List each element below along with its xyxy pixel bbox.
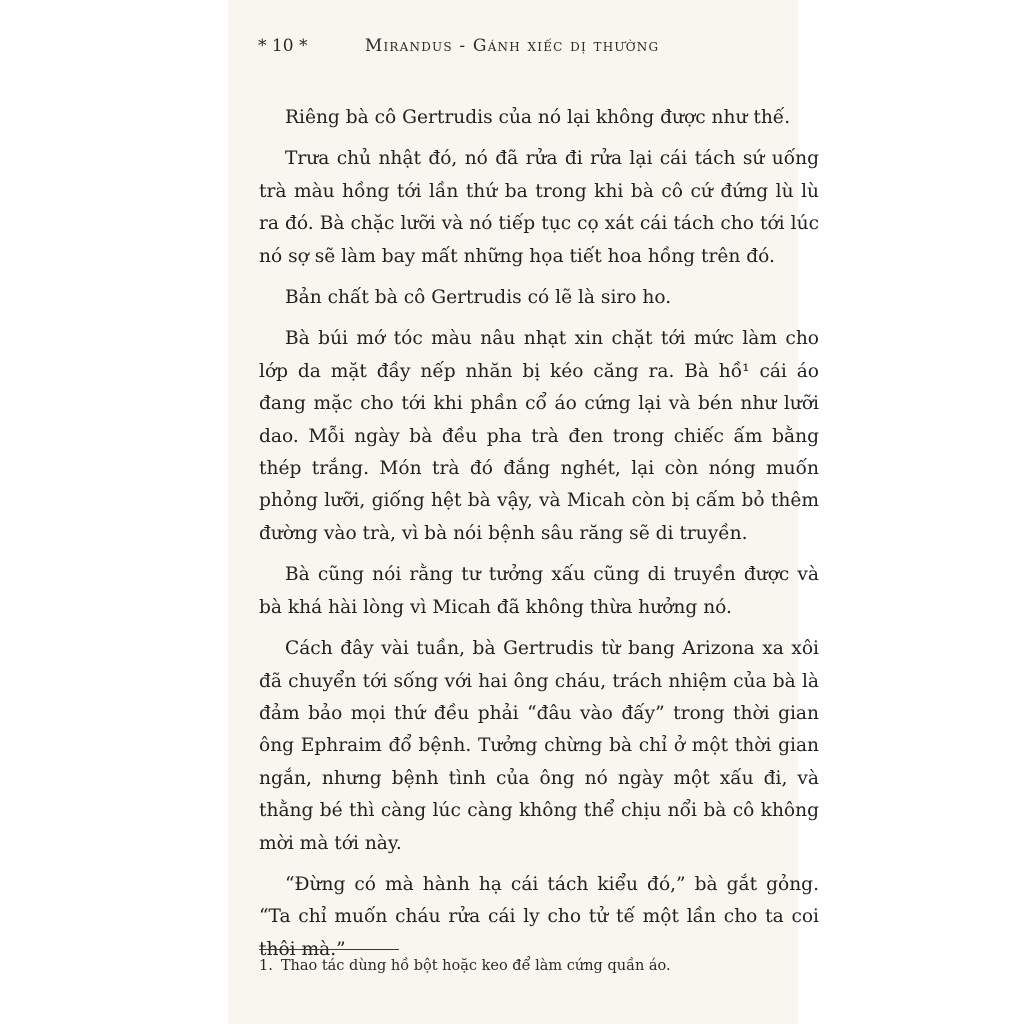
book-page [228, 0, 819, 1024]
running-title: Mirandus - Gánh xiếc dị thường [364, 36, 660, 56]
paragraph: Cách đây vài tuần, bà Gertrudis từ bang Arizona xa xôi đã chuyển tới sống với hai ông cháu, trách nhiệm của bà là đảm bảo mọi thứ đều phải “đâu vào đấy” trong thời gian ông Ephraim đổ bệnh. Tưởng chừng bà chỉ ở một thời gian ngắn, nhưng bệnh tình của ông nó ngày một xấu đi, và thằng bé thì càng lúc càng không thể chịu nổi bà cô không mời mà tới này. [259, 638, 819, 854]
paragraph: “Đừng có mà hành hạ cái tách kiểu đó,” bà gắt gỏng. “Ta chỉ muốn cháu rửa cái ly cho tử tế một lần cho ta coi thôi mà.” [259, 873, 819, 960]
footnote-number: 1. [259, 958, 273, 974]
page-header [258, 36, 659, 56]
paragraph: Bà cũng nói rằng tư tưởng xấu cũng di truyền được và bà khá hài lòng vì Micah đã không thừa hưởng nó. [259, 564, 819, 618]
paragraph: Bà búi mớ tóc màu nâu nhạt xin chặt tới mức làm cho lớp da mặt đầy nếp nhăn bị kéo căng ra. Bà hồ¹ cái áo đang mặc cho tới khi phần cổ áo cứng lại và bén như lưỡi dao. Mỗi ngày bà đều pha trà đen trong chiếc ấm bằng thép trắng. Món trà đó đắng nghét, lại còn nóng muốn phỏng lưỡi, giống hệt bà vậy, và Micah còn bị cấm bỏ thêm đường vào trà, vì bà nói bệnh sâu răng sẽ di truyền. [259, 328, 819, 544]
footnote-divider [259, 949, 399, 950]
paragraph: Trưa chủ nhật đó, nó đã rửa đi rửa lại cái tách sứ uống trà màu hồng tới lần thứ ba trong khi bà cô cứ đứng lù lù ra đó. Bà chặc lưỡi và nó tiếp tục cọ xát cái tách cho tới lúc nó sợ sẽ làm bay mất những họa tiết hoa hồng trên đó. [259, 148, 819, 267]
paragraph: Bản chất bà cô Gertrudis có lẽ là siro ho. [285, 287, 672, 309]
footnote-text: Thao tác dùng hồ bột hoặc keo để làm cứng quần áo. [280, 958, 671, 974]
paragraph: Riêng bà cô Gertrudis của nó lại không được như thế. [285, 107, 791, 128]
footnote [259, 958, 671, 974]
page-number: * 10 * [258, 36, 308, 56]
body-text [259, 102, 819, 975]
